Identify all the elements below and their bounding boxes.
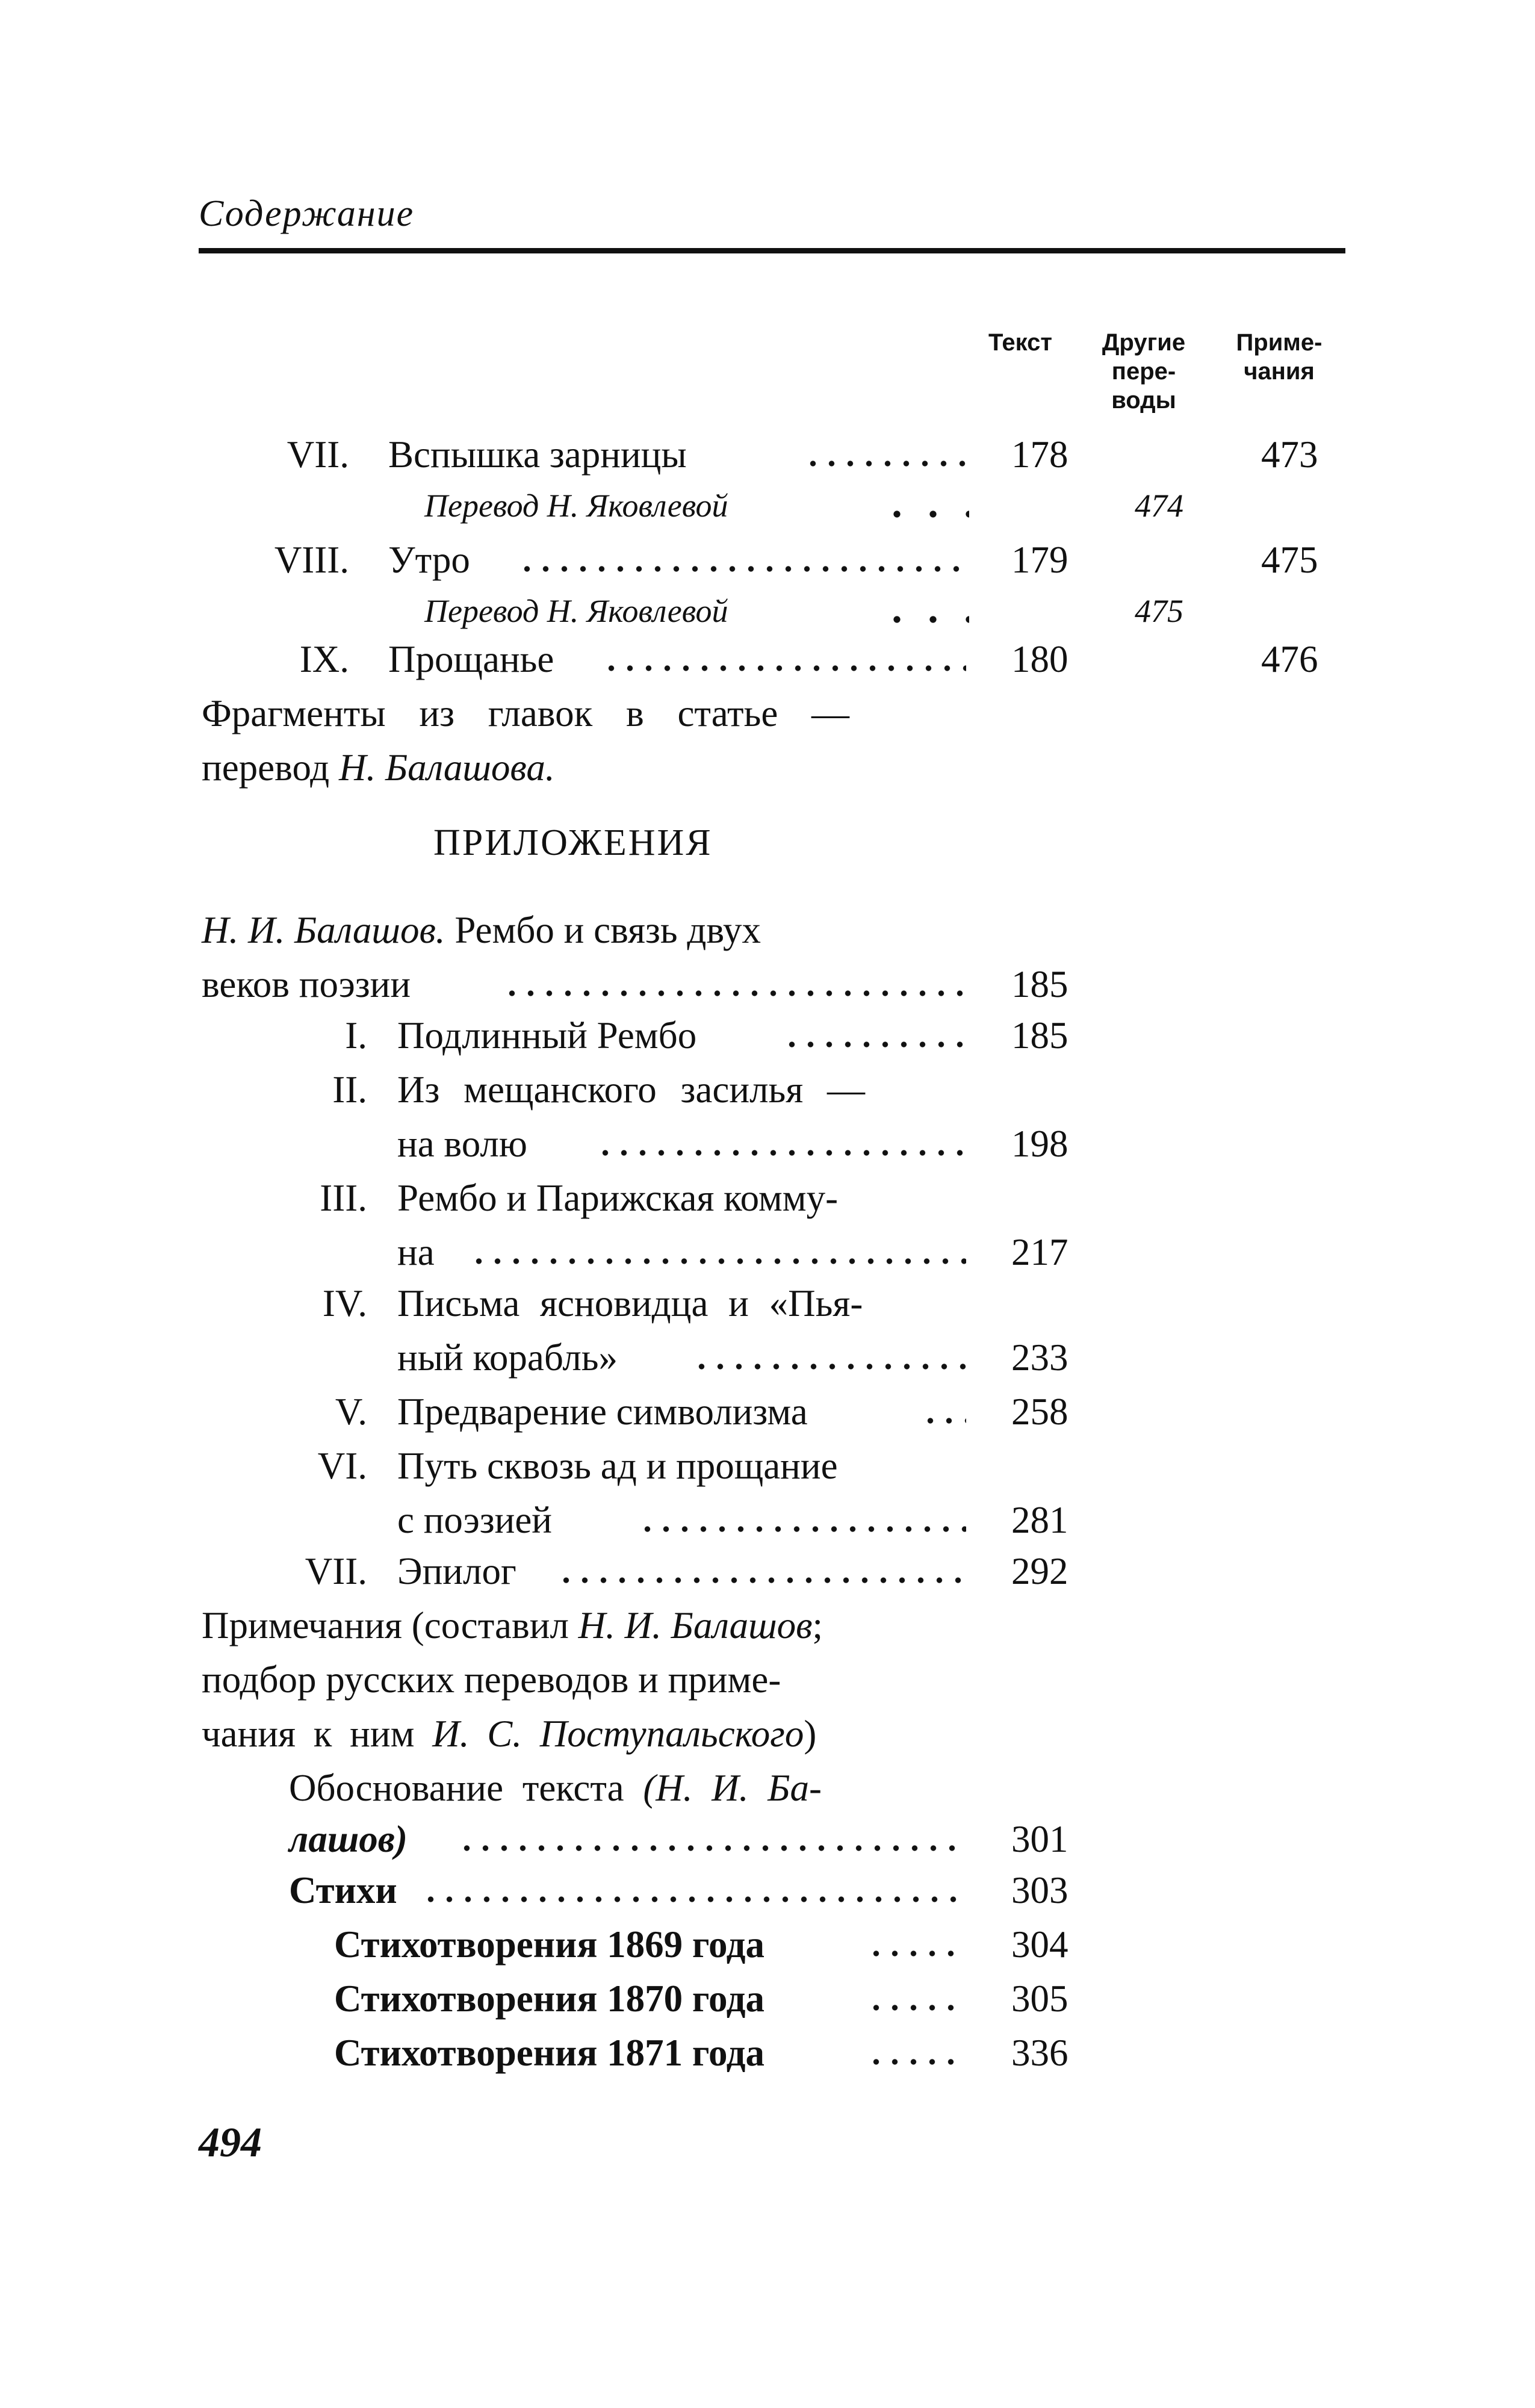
notes-selector: И. С. Поступальского [432,1713,804,1755]
entry-title-cont: ный корабль» [397,1336,618,1379]
toc-entry-cont [0,1225,1535,1279]
translation-credit: Перевод Н. Яковлевой [424,593,728,629]
toc-entry [0,957,1535,1011]
page-number: 494 [199,2120,262,2166]
entry-page-notes: 476 [1261,638,1318,680]
notes-label: Примечания (составил [202,1604,578,1646]
toc-entry [0,1063,1535,1117]
essay-title: Рембо и связь двух [445,909,761,951]
notes-label-cont: чания к ним [202,1713,433,1755]
entry-page-text: 233 [1011,1336,1068,1379]
dot-leader [783,1038,966,1050]
entry-number: IX. [299,638,349,680]
dot-leader [804,458,966,470]
column-head-notes: Приме- чания [1236,329,1323,385]
toc-entry [0,1972,1535,2026]
entry-page-text: 178 [1011,433,1068,476]
entry-page-text: 305 [1011,1978,1068,2020]
entry-page-other: 475 [1135,593,1183,629]
entry-page-text: 217 [1011,1231,1068,1273]
entry-number: VII. [287,433,349,476]
subsection-title: Обоснование текста [289,1767,643,1809]
entry-number: VIII. [274,539,349,581]
entry-title-cont: на [397,1231,435,1273]
dot-leader [602,662,966,674]
dot-leader [867,1947,966,1960]
dot-leader [638,1523,966,1535]
toc-entry [0,632,1535,686]
entry-number: V. [335,1391,367,1433]
entry-page-text: 180 [1011,638,1068,680]
entry-page-text: 303 [1011,1869,1068,1911]
subsection-line-1 [289,1761,822,1815]
toc-entry-cont [0,1493,1535,1547]
essay-author: Н. И. Балашов. [202,909,445,951]
entry-title: Предварение символизма [397,1391,808,1433]
dot-leader [921,1415,966,1427]
column-head-text: Текст [988,329,1052,356]
entry-title-cont: с поэзией [397,1499,553,1541]
entry-title: Путь сквозь ад и прощание [397,1445,838,1487]
entry-title: Письма ясновидца и «Пья- [397,1282,863,1324]
notes-line-3 [202,1707,816,1761]
entry-title-cont: на волю [397,1123,527,1165]
entry-number: VI. [317,1445,367,1487]
toc-entry [0,1917,1535,1972]
notes-punct: ) [804,1713,817,1755]
notes-punct: ; [812,1604,823,1646]
fragments-line-2 [202,740,555,795]
entry-page-text: 281 [1011,1499,1068,1541]
dot-leader [421,1893,966,1905]
entry-title: Подлинный Рембо [397,1014,697,1057]
entry-number: VII. [305,1550,367,1592]
entry-page-text: 179 [1011,539,1068,581]
dot-leader [457,1842,966,1854]
entry-page-text: 198 [1011,1123,1068,1165]
toc-entry [0,2026,1535,2080]
entry-page-other: 474 [1135,488,1183,524]
notes-line-2: подбор русских переводов и приме- [202,1659,781,1701]
entry-title: Стихотворения 1871 года [334,2032,764,2074]
essay-title-cont: веков поэзии [202,963,411,1005]
notes-compiler: Н. И. Балашов [578,1604,813,1646]
dot-leader [518,563,966,575]
subsection-author-cont: лашов) [289,1818,408,1860]
entry-title: Из мещанского засилья — [397,1069,865,1111]
entry-title: Эпилог [397,1550,516,1592]
dot-leader [879,613,969,625]
fragments-line-1: Фрагменты из главок в статье — [202,692,850,734]
dot-leader [867,2002,966,2014]
entry-page-text: 258 [1011,1391,1068,1433]
entry-title: Вспышка зарницы [388,433,687,476]
toc-entry [0,1276,1535,1330]
entry-page-notes: 473 [1261,433,1318,476]
entry-page-text: 185 [1011,1014,1068,1057]
entry-title: Стихи [289,1869,397,1911]
toc-entry [0,1863,1535,1917]
entry-title: Утро [388,539,470,581]
toc-entry [0,533,1535,587]
toc-entry [0,1171,1535,1225]
entry-title: Рембо и Парижская комму- [397,1177,839,1219]
entry-page-notes: 475 [1261,539,1318,581]
essay-line-1 [202,903,761,957]
dot-leader [470,1255,966,1267]
translation-entry [0,587,1535,635]
toc-entry-cont [0,1330,1535,1385]
toc-entry [0,427,1535,482]
entry-page-text: 304 [1011,1923,1068,1966]
toc-entry [0,1544,1535,1598]
entry-number: III. [320,1177,367,1219]
entry-number: IV. [322,1282,367,1324]
fragments-label: перевод [202,746,339,789]
notes-line-1 [202,1598,823,1652]
toc-entry-cont [0,1117,1535,1171]
dot-leader [879,508,969,520]
toc-entry [0,1439,1535,1493]
subsection-author: (Н. И. Ба- [643,1767,822,1809]
entry-page-text: 185 [1011,963,1068,1005]
entry-title: Стихотворения 1869 года [334,1923,764,1966]
translation-credit: Перевод Н. Яковлевой [424,488,728,524]
entry-page-text: 292 [1011,1550,1068,1592]
entry-title: Стихотворения 1870 года [334,1978,764,2020]
fragments-translator: Н. Балашова. [338,746,555,789]
dot-leader [867,2056,966,2068]
entry-page-text: 336 [1011,2032,1068,2074]
entry-number: II. [332,1069,367,1111]
toc-entry [0,1008,1535,1063]
column-head-other-translations: Другие пере- воды [1102,329,1186,414]
dot-leader [596,1147,966,1159]
running-head: Содержание [199,193,415,234]
dot-leader [557,1574,966,1586]
entry-title: Прощанье [388,638,554,680]
toc-entry [0,1385,1535,1439]
translation-entry [0,482,1535,530]
dot-leader [692,1361,966,1373]
appendix-heading: ПРИЛОЖЕНИЯ [433,822,713,863]
entry-page-text: 301 [1011,1818,1068,1860]
dot-leader [503,987,966,999]
toc-entry [0,1812,1535,1866]
entry-number: I. [345,1014,367,1057]
